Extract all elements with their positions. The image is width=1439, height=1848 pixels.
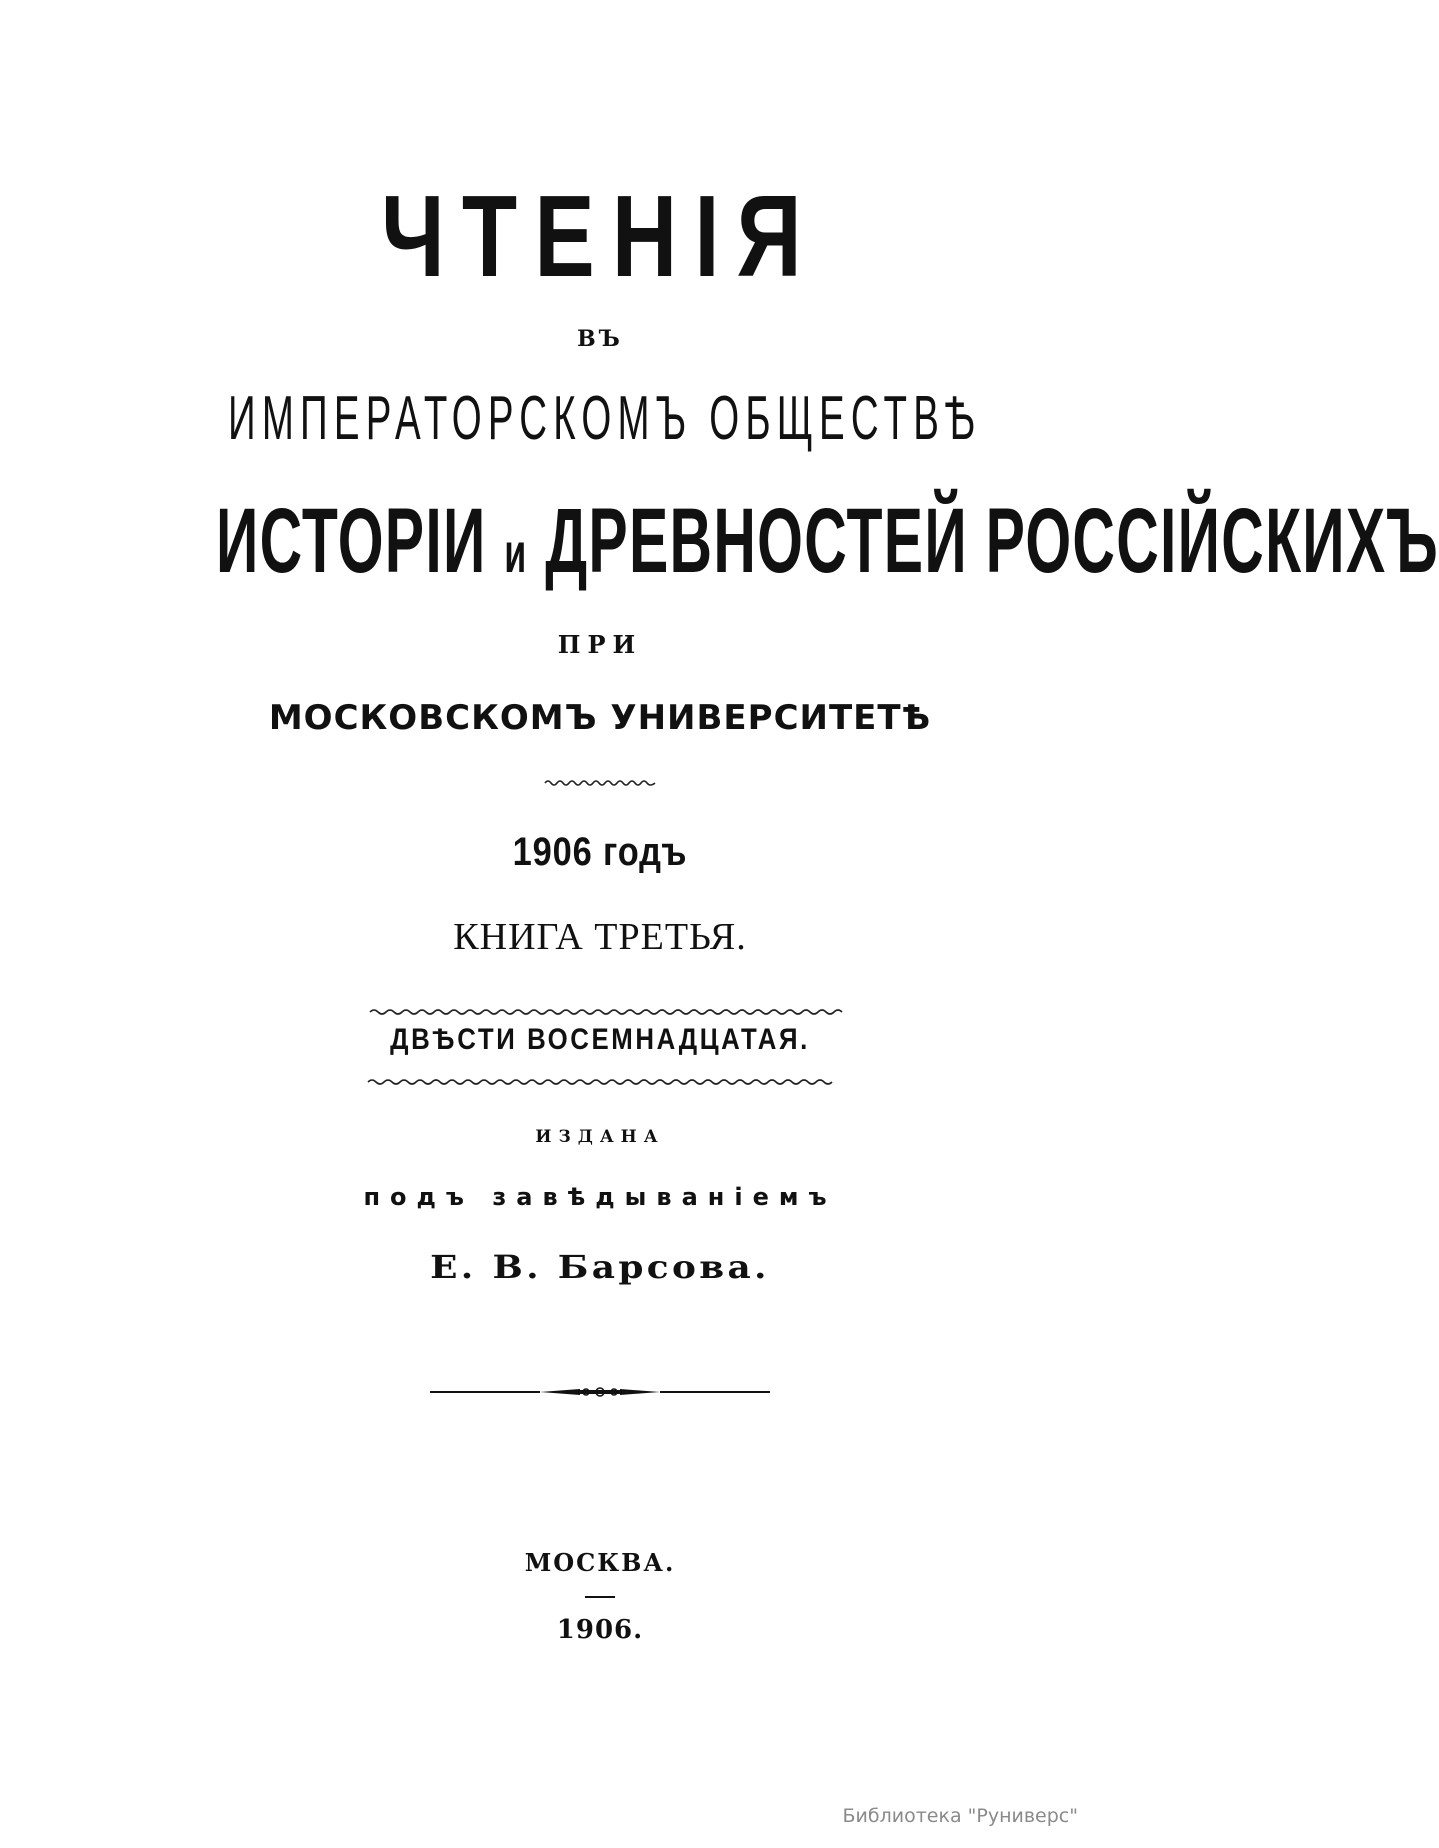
preposition-line: ВЪ — [577, 326, 623, 352]
wavy-divider-upper — [370, 1007, 830, 1017]
journal-title: ЧТЕНІЯ — [381, 171, 819, 301]
at-line: ПРИ — [557, 630, 643, 659]
short-rule — [585, 1595, 615, 1599]
society-line: ИМПЕРАТОРСКОМЪ ОБЩЕСТВѢ — [228, 384, 982, 453]
wavy-divider-lower — [368, 1077, 832, 1087]
volume-year: 1906 годъ — [512, 830, 688, 874]
editor-name: Е. В. Барсова. — [430, 1248, 770, 1286]
ornamental-rule — [430, 1385, 770, 1399]
university-line: МОСКОВСКОМЪ УНИВЕРСИТЕТѢ — [268, 698, 932, 738]
publication-city: МОСКВА. — [524, 1548, 676, 1577]
history-conjunction: и — [504, 521, 528, 584]
publication-year: 1906. — [556, 1615, 644, 1645]
under-editorship-label: подъ завѣдываніемъ — [363, 1183, 837, 1211]
volume-ordinal: ДВѢСТИ ВОСЕМНАДЦАТАЯ. — [390, 1023, 810, 1056]
book-number: КНИГА ТРЕТЬЯ. — [453, 916, 747, 958]
published-label: ИЗДАНА — [535, 1127, 665, 1147]
history-word: ИСТОРІИ — [216, 490, 487, 592]
history-line — [216, 490, 1439, 592]
wavy-divider-small — [545, 778, 655, 788]
library-watermark: Библиотека "Руниверс" — [842, 1805, 1078, 1827]
antiquities-words: ДРЕВНОСТЕЙ РОССІЙСКИХЪ — [545, 490, 1439, 592]
